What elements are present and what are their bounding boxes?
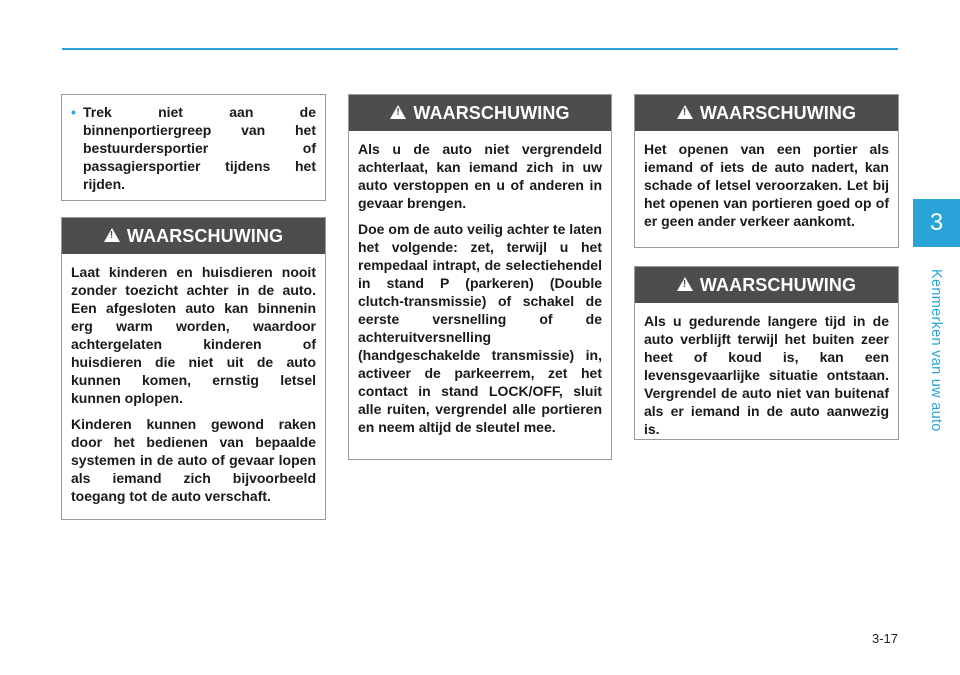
warning-triangle-icon xyxy=(104,228,120,242)
warning-paragraph: Doe om de auto veilig achter te laten het volgende: zet, terwijl u het rempedaal intrapt, de selectiehendel in stand P (parkeren) (Double clutch-transmissie) of schakel de eerste versnelling of de achteruitversnelling (handgeschakelde transmissie) in, activeer de parkeerrem, zet het contact in stand LOCK/OFF, sluit alle ruiten, vergrendel alle portieren en neem altijd de sleutel mee. xyxy=(358,221,602,435)
warning-header xyxy=(349,95,611,131)
warning-title: WAARSCHUWING xyxy=(699,102,857,123)
warning-paragraph: Kinderen kunnen gewond raken door het bedienen van bepaalde systemen in de auto of gevaar lopen als iemand zich bijvoorbeeld toegang tot de auto verschaft. xyxy=(71,416,316,504)
page-number: 3-17 xyxy=(871,631,898,646)
warning-box-opening-door xyxy=(634,94,899,248)
warning-triangle-icon xyxy=(677,277,693,291)
warning-paragraph: Laat kinderen en huisdieren nooit zonder toezicht achter in de auto. Een afgesloten auto kan binnenin erg warm worden, waardoor achtergelaten kinderen of huisdieren die niet uit de auto kunnen komen, ernstig letsel kunnen oplopen. xyxy=(71,264,316,406)
warning-header xyxy=(62,218,325,254)
bullet-item xyxy=(71,103,316,193)
warning-triangle-icon xyxy=(390,105,406,119)
warning-box-extreme-temperature xyxy=(634,266,899,440)
chapter-title: Kenmerken van uw auto xyxy=(928,268,944,432)
warning-triangle-icon xyxy=(677,105,693,119)
bullet-box xyxy=(61,94,326,201)
chapter-side-title xyxy=(922,262,950,438)
warning-paragraph: Als u de auto niet vergrendeld achterlaat, kan iemand zich in uw auto verstoppen en u of anderen in gevaar brengen. xyxy=(358,141,602,211)
warning-title: WAARSCHUWING xyxy=(699,274,857,295)
chapter-number: 3 xyxy=(929,209,944,236)
warning-header xyxy=(635,95,898,131)
warning-box-unlocked-car xyxy=(348,94,612,460)
bullet-text: Trek niet aan de binnenportiergreep van het bestuurdersportier of passagiersportier tijdens het rijden. xyxy=(83,104,316,192)
warning-title: WAARSCHUWING xyxy=(413,102,570,123)
warning-paragraph: Als u gedurende langere tijd in de auto verblijft terwijl het buiten zeer heet of koud is, kan een levensgevaarlijke situatie ontstaan. Vergrendel de auto niet van buitenaf als er iemand in de auto aanwezig is. xyxy=(644,313,889,437)
warning-title: WAARSCHUWING xyxy=(126,225,284,246)
warning-paragraph: Het openen van een portier als iemand of iets de auto nadert, kan schade of letsel veroorzaken. Let bij het openen van portieren goed op of er geen ander verkeer aankomt. xyxy=(644,141,889,229)
top-rule xyxy=(62,48,898,50)
warning-box-children-pets xyxy=(61,217,326,520)
bullet-dot-icon: • xyxy=(71,104,76,120)
chapter-tab xyxy=(913,199,960,247)
warning-header xyxy=(635,267,898,303)
